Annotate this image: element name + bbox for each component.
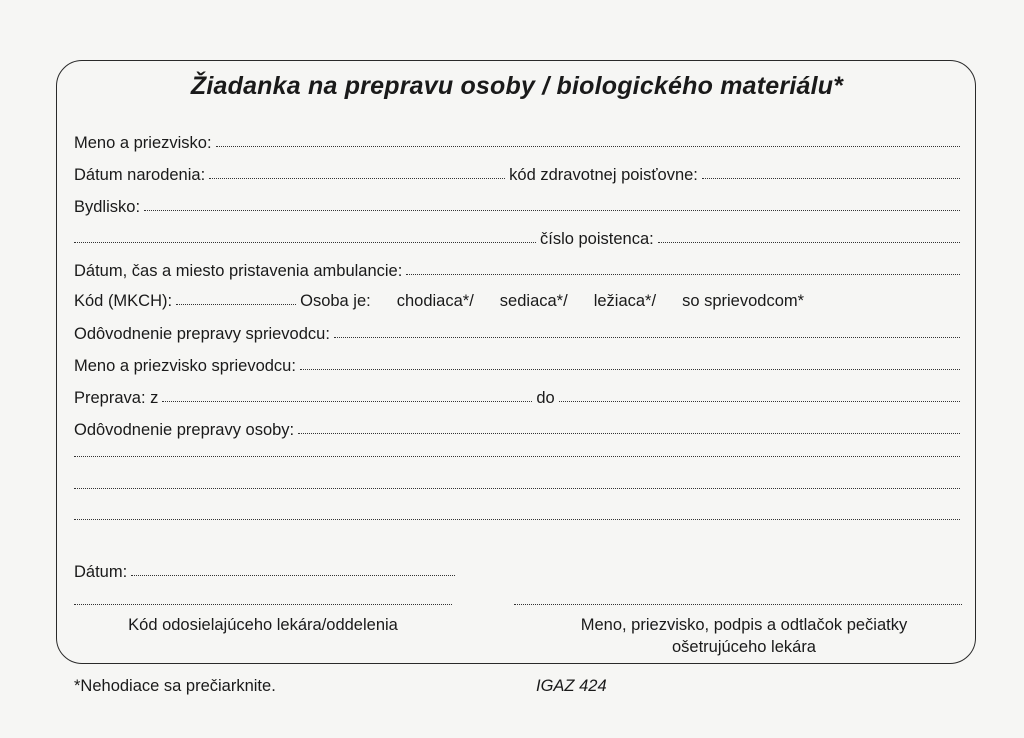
person-reason-label: Odôvodnenie prepravy osoby:: [74, 421, 295, 439]
companion-name-row: [74, 357, 964, 376]
insurance-code-label: kód zdravotnej poisťovne:: [509, 166, 698, 184]
sender-caption: Kód odosielajúceho lekára/oddelenia: [128, 616, 398, 634]
address-field[interactable]: [144, 206, 960, 211]
birth-row: [74, 166, 964, 185]
insurance-code-field[interactable]: [702, 174, 960, 179]
mkch-row: [74, 292, 964, 311]
person-reason-field-line-4[interactable]: [74, 515, 960, 520]
form-code: IGAZ 424: [536, 677, 607, 695]
sender-code-field[interactable]: [74, 603, 452, 605]
transport-from-field[interactable]: [162, 397, 532, 402]
mkch-label: Kód (MKCH):: [74, 292, 173, 310]
address-row: [74, 198, 964, 217]
blank-line-1: [74, 453, 964, 458]
name-row: [74, 134, 964, 153]
person-reason-field-line-3[interactable]: [74, 484, 960, 489]
transport-from-label: Preprava: z: [74, 389, 159, 407]
name-field[interactable]: [216, 142, 960, 147]
companion-name-label: Meno a priezvisko sprievodcu:: [74, 357, 296, 375]
companion-reason-label: Odôvodnenie prepravy sprievodcu:: [74, 325, 330, 343]
blank-line-2: [74, 485, 964, 490]
person-reason-field-line-2[interactable]: [74, 452, 960, 457]
ambulance-field[interactable]: [406, 270, 960, 275]
date-row: [74, 563, 459, 582]
person-reason-row: [74, 421, 964, 440]
doctor-signature-field[interactable]: [514, 603, 962, 605]
mkch-field[interactable]: [176, 300, 296, 305]
address-field-continued[interactable]: [74, 238, 536, 243]
transport-to-field[interactable]: [559, 397, 960, 402]
person-is-label: Osoba je:: [300, 292, 371, 310]
ambulance-row: [74, 262, 964, 281]
address-label: Bydlisko:: [74, 198, 141, 216]
companion-reason-field[interactable]: [334, 333, 960, 338]
footnote: *Nehodiace sa prečiarknite.: [74, 677, 276, 695]
transport-row: [74, 389, 964, 408]
birth-label: Dátum narodenia:: [74, 166, 206, 184]
person-reason-field[interactable]: [298, 429, 960, 434]
option-sitting[interactable]: sediaca*/: [499, 292, 568, 310]
companion-name-field[interactable]: [300, 365, 960, 370]
option-with-companion[interactable]: so sprievodcom*: [682, 292, 805, 310]
insured-number-row: [74, 230, 964, 249]
option-lying[interactable]: ležiaca*/: [593, 292, 657, 310]
option-walking[interactable]: chodiaca*/: [396, 292, 474, 310]
insured-number-label: číslo poistenca:: [540, 230, 654, 248]
name-label: Meno a priezvisko:: [74, 134, 212, 152]
insured-number-field[interactable]: [658, 238, 960, 243]
date-field[interactable]: [131, 571, 455, 576]
date-label: Dátum:: [74, 563, 128, 581]
doctor-caption-line-1: Meno, priezvisko, podpis a odtlačok pečiatky: [580, 616, 908, 634]
birth-field[interactable]: [209, 174, 505, 179]
companion-reason-row: [74, 325, 964, 344]
ambulance-label: Dátum, čas a miesto pristavenia ambulancie:: [74, 262, 403, 280]
transport-to-label: do: [536, 389, 555, 407]
doctor-caption-line-2: ošetrujúceho lekára: [671, 638, 816, 656]
form-title: Žiadanka na prepravu osoby / biologického materiálu*: [190, 72, 844, 100]
blank-line-3: [74, 516, 964, 521]
